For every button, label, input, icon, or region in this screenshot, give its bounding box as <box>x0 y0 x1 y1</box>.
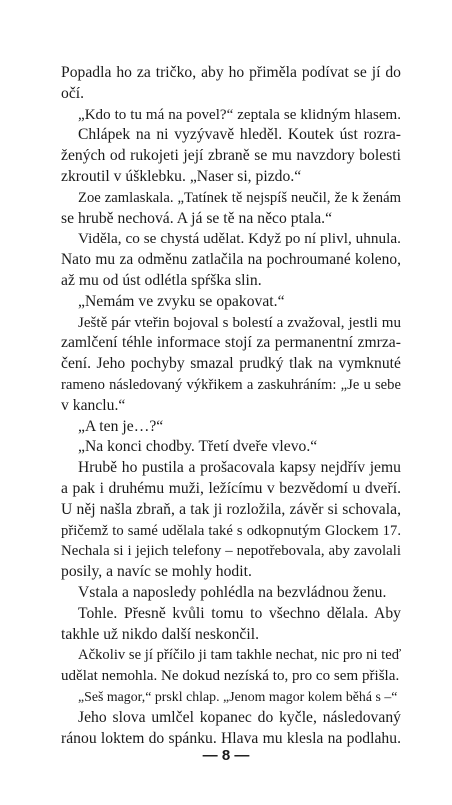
text-line: rameno následovaný výkřikem a zaskuhráním: „Je u sebe <box>61 377 401 393</box>
text-line: přičemž to samé udělala také s odkopnutým Glockem 17. <box>61 522 401 539</box>
text-line: ránou loktem do spánku. Hlava mu klesla na podlahu. <box>61 729 401 747</box>
text-line: Vstala a naposledy pohlédla na bezvládnou ženu. <box>78 584 387 601</box>
text-line: Popadla ho za tričko, aby ho přiměla podívat se jí do <box>61 64 401 81</box>
text-line: žených od rukojeti její zbraně se mu navzdory bolesti <box>61 147 401 165</box>
text-line: čení. Jeho pochyby smazal prudký tlak na vymknuté <box>61 355 401 373</box>
text-line: „Seš magor,“ prskl chlap. „Jenom magor kolem běhá s –“ <box>78 689 398 704</box>
text-line: U něj našla zbraň, a tak ji rozložila, závěr si schovala, <box>61 500 401 518</box>
text-line: Zoe zamlaskala. „Tatínek tě nejspíš neučil, že k ženám <box>78 189 401 206</box>
text-line: Ještě pár vteřin bojoval s bolestí a zvažoval, jestli mu <box>78 314 401 331</box>
text-line: udělat nemohla. Ne dokud nezíská to, pro co sem přišla. <box>61 668 400 685</box>
text-line: se hrubě nechová. A já se tě na něco ptala.“ <box>61 209 333 227</box>
text-line: Nechala si i jejich telefony – nepotřebovala, aby zavolali <box>61 543 401 560</box>
text-line: „Na konci chodby. Třetí dveře vlevo.“ <box>78 438 318 456</box>
page-number: — 8 — <box>202 747 250 764</box>
text-line: Hrubě ho pustila a prošacovala kapsy nejdřív jemu <box>78 459 401 477</box>
text-line: Chlápek na ni vyzývavě hleděl. Koutek úst rozra- <box>78 126 401 144</box>
text-line: až mu od úst odlétla spŕška slin. <box>61 272 262 289</box>
text-line: Nato mu za odměnu zatlačila na pochroumané koleno, <box>61 251 401 269</box>
text-line: Viděla, co se chystá udělat. Když po ní plivl, uhnula. <box>78 230 401 248</box>
text-line: a pak i druhému muži, ležícímu v bezvědomí u dveří. <box>61 480 401 497</box>
text-line: Jeho slova umlčel kopanec do kyčle, následovaný <box>78 708 401 726</box>
text-line: Tohle. Přesně kvůli tomu to všechno dělala. Aby <box>78 604 401 622</box>
text-line: Ačkoliv se jí příčilo ji tam takhle nechat, nic pro ni teď <box>78 647 402 664</box>
text-line: posily, a navíc se mohly hodit. <box>61 563 252 581</box>
text-line: zamlčení téhle informace stojí za permanentní zmrza- <box>61 334 401 352</box>
text-line: v kanclu.“ <box>61 396 126 414</box>
text-line: „Nemám ve zvyku se opakovat.“ <box>78 292 285 310</box>
text-line: „A ten je…?“ <box>78 417 164 435</box>
text-line: „Kdo to tu má na povel?“ zeptala se klidným hlasem. <box>78 106 401 123</box>
text-line: zkroutil v úšklebku. „Naser si, pizdo.“ <box>61 168 302 185</box>
text-line: takhle už nikdo další neskončil. <box>61 625 260 643</box>
text-line: očí. <box>61 84 85 102</box>
